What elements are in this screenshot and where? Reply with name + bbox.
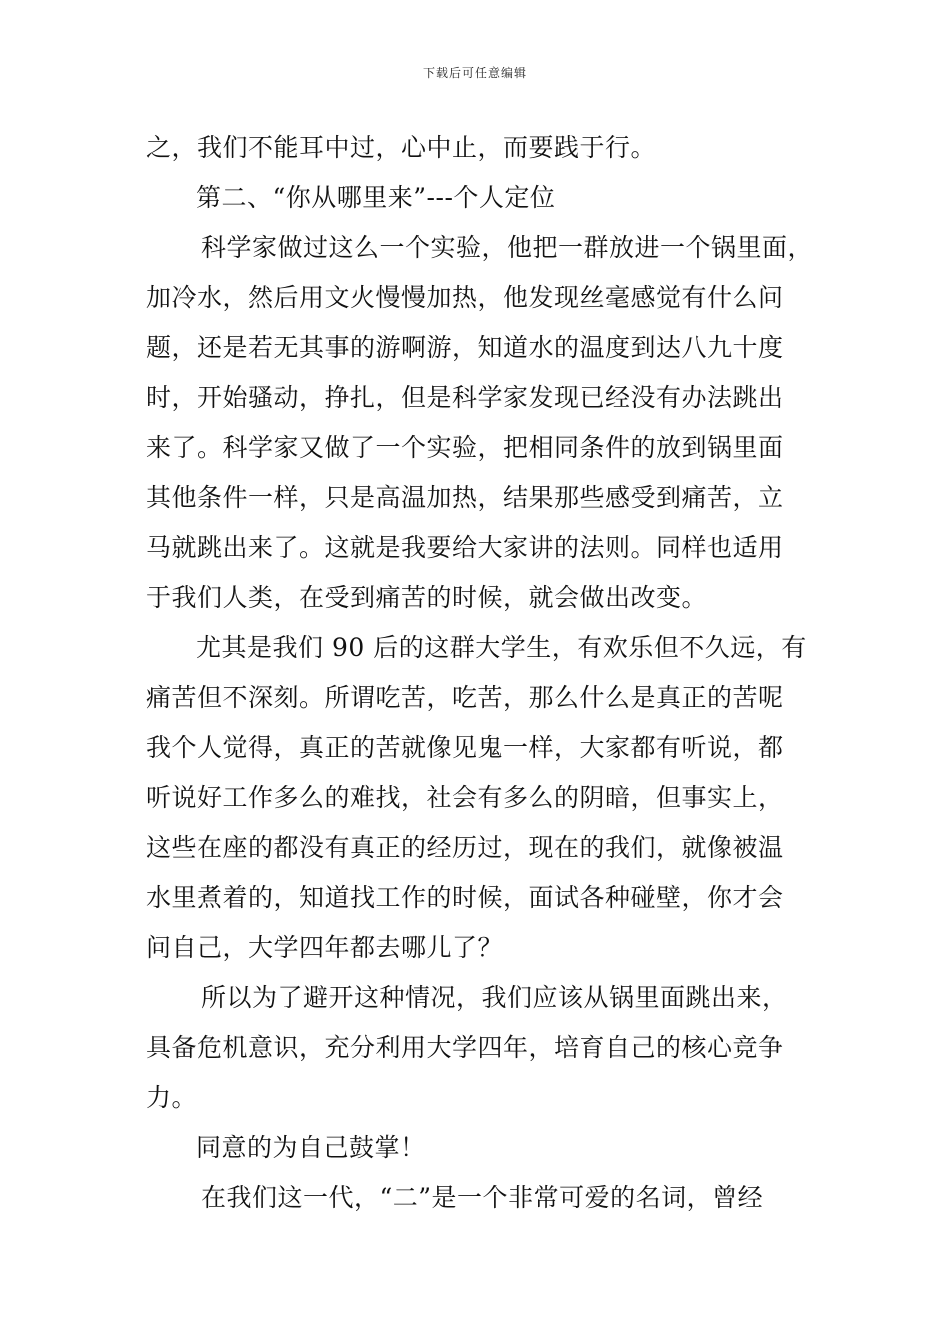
text-line: 时，开始骚动，挣扎，但是科学家发现已经没有办法跳出 [146, 383, 784, 412]
text-line: 其他条件一样，只是高温加热，结果那些感受到痛苦，立 [146, 483, 784, 512]
text-line: 马就跳出来了。这就是我要给大家讲的法则。同样也适用 [146, 533, 784, 562]
paragraph-start-line: 科学家做过这么一个实验，他把一群放进一个锅里面， [201, 233, 814, 262]
text-line: 痛苦但不深刻。所谓吃苦，吃苦，那么什么是真正的苦呢 [146, 683, 784, 712]
text-line: 来了。科学家又做了一个实验，把相同条件的放到锅里面 [146, 433, 784, 462]
text-line: 于我们人类，在受到痛苦的时候，就会做出改变。 [146, 583, 708, 612]
text-line: 我个人觉得，真正的苦就像见鬼一样，大家都有听说，都 [146, 733, 784, 762]
text-line: 题，还是若无其事的游啊游，知道水的温度到达八九十度 [146, 333, 784, 362]
text-line: 水里煮着的，知道找工作的时候，面试各种碰壁，你才会 [146, 883, 784, 912]
page-header: 下载后可任意编辑 [422, 66, 527, 80]
paragraph-start-line: 所以为了避开这种情况，我们应该从锅里面跳出来， [201, 983, 788, 1012]
text-line: 加冷水，然后用文火慢慢加热，他发现丝毫感觉有什么问 [146, 283, 784, 312]
section-heading: 第二、“你从哪里来”---个人定位 [196, 183, 556, 212]
paragraph-start-line: 在我们这一代，“二”是一个非常可爱的名词，曾经 [201, 1183, 764, 1212]
text-line: 问自己，大学四年都去哪儿了？ [146, 933, 504, 962]
text-line: 这些在座的都没有真正的经历过，现在的我们，就像被温 [146, 833, 784, 862]
text-line: 之，我们不能耳中过，心中止，而要践于行。 [146, 133, 657, 162]
text-line: 听说好工作多么的难找，社会有多么的阴暗，但事实上， [146, 783, 784, 812]
text-line: 力。 [146, 1083, 198, 1112]
paragraph-start-line: 同意的为自己鼓掌！ [196, 1133, 426, 1162]
text-line: 具备危机意识，充分利用大学四年，培育自己的核心竞争 [146, 1033, 784, 1062]
paragraph-start-line: 尤其是我们 90 后的这群大学生，有欢乐但不久远，有 [196, 633, 807, 662]
